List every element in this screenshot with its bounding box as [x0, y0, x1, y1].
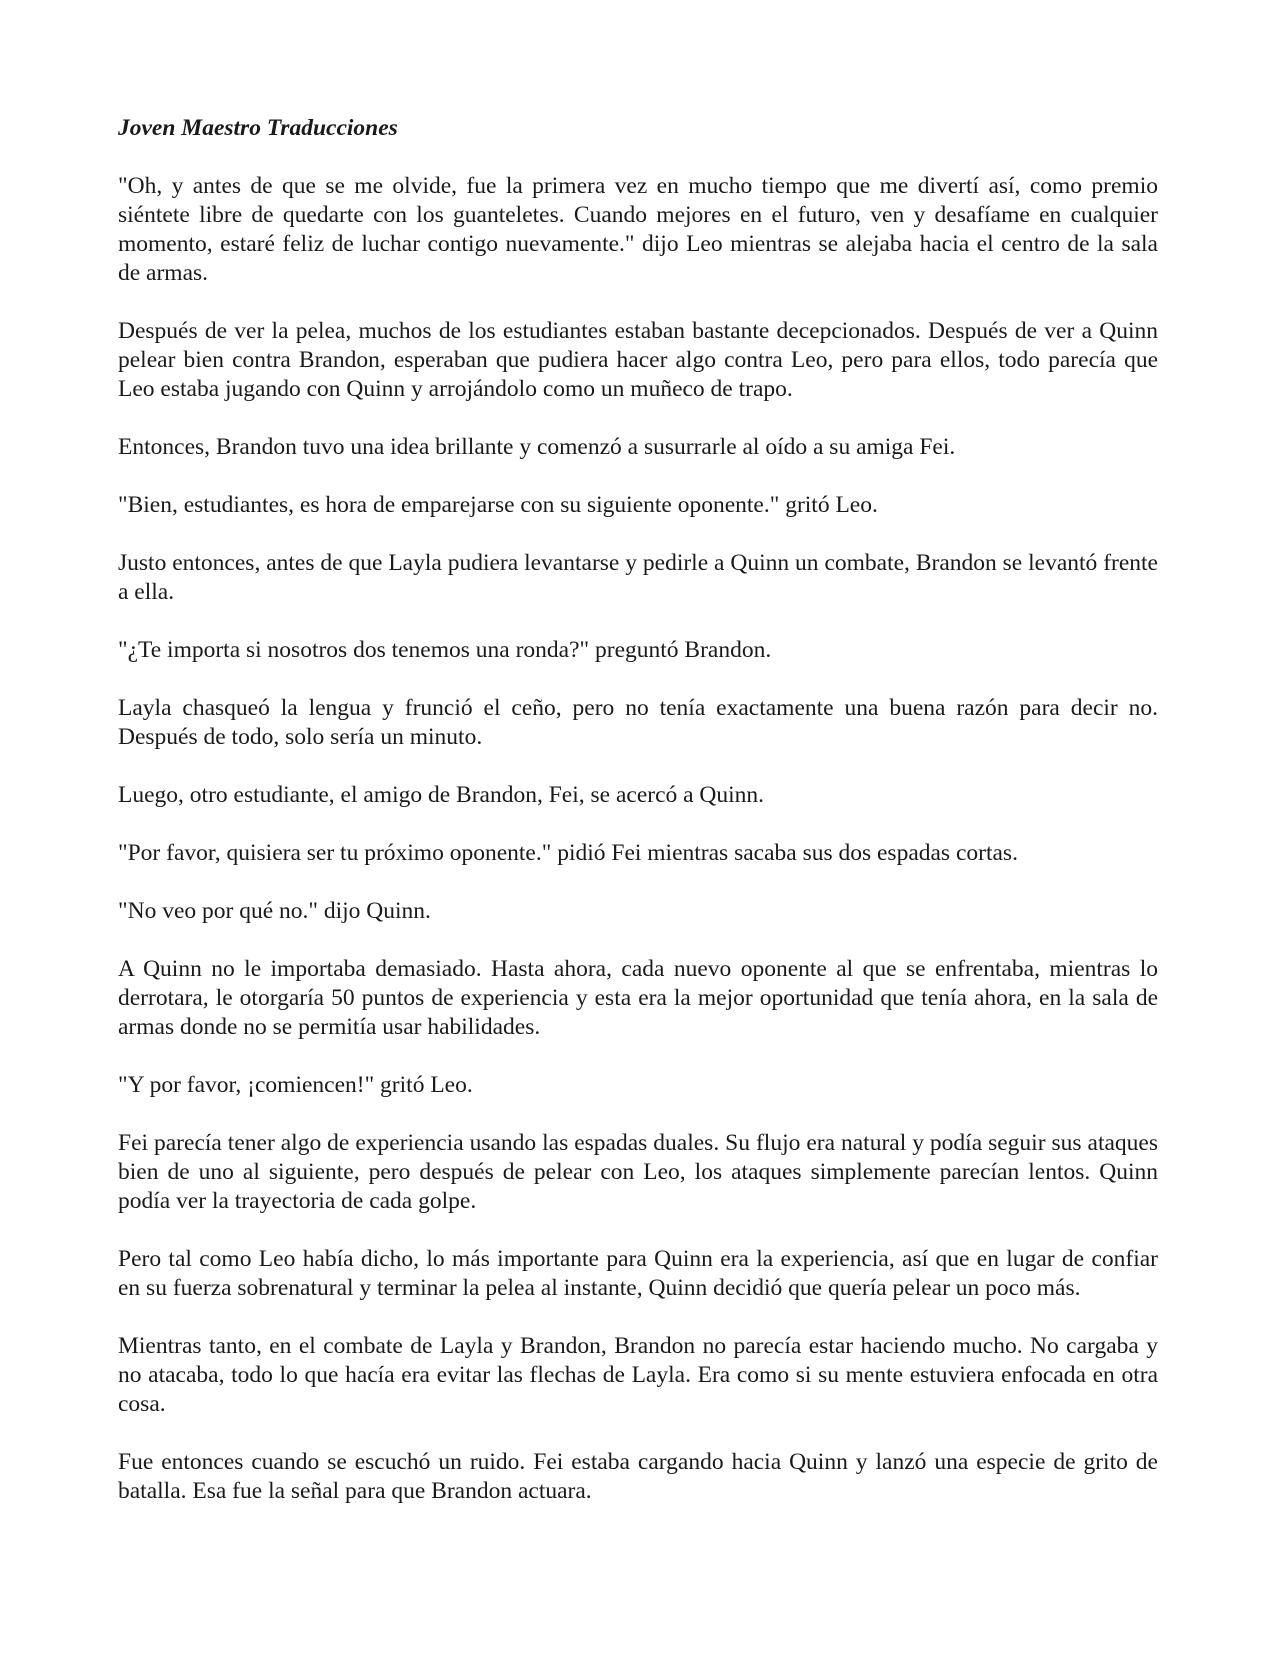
paragraph: Fei parecía tener algo de experiencia usando las espadas duales. Su flujo era natural y podía seguir sus ataques bien de uno al siguiente, pero después de pelear con Leo, los ataques simplemente parecían lentos. Quinn podía ver la trayectoria de cada golpe. — [118, 1130, 1158, 1214]
paragraph: Pero tal como Leo había dicho, lo más importante para Quinn era la experiencia, así que en lugar de confiar en su fuerza sobrenatural y terminar la pelea al instante, Quinn decidió que quería pelear un poco más. — [118, 1246, 1158, 1301]
paragraph: Entonces, Brandon tuvo una idea brillante y comenzó a susurrarle al oído a su amiga Fei. — [118, 434, 956, 460]
paragraph: Layla chasqueó la lengua y frunció el ceño, pero no tenía exactamente una buena razón para decir no. Después de todo, solo sería un minuto. — [118, 695, 1158, 750]
paragraph: "Oh, y antes de que se me olvide, fue la primera vez en mucho tiempo que me divertí así, como premio siéntete libre de quedarte con los guanteletes. Cuando mejores en el futuro, ven y desafíame en cualquier momento, estaré feliz de luchar contigo nuevamente." dijo Leo mientras se alejaba hacia el centro de la sala de armas. — [118, 173, 1158, 286]
paragraph: Después de ver la pelea, muchos de los estudiantes estaban bastante decepcionados. Después de ver a Quinn pelear bien contra Brandon, esperaban que pudiera hacer algo contra Leo, pero para ellos, todo parecía que Leo estaba jugando con Quinn y arrojándolo como un muñeco de trapo. — [118, 318, 1158, 402]
paragraph: "¿Te importa si nosotros dos tenemos una ronda?" preguntó Brandon. — [118, 637, 772, 663]
paragraph: Justo entonces, antes de que Layla pudiera levantarse y pedirle a Quinn un combate, Brandon se levantó frente a ella. — [118, 550, 1158, 605]
paragraph: Luego, otro estudiante, el amigo de Brandon, Fei, se acercó a Quinn. — [118, 782, 765, 808]
paragraph: Fue entonces cuando se escuchó un ruido. Fei estaba cargando hacia Quinn y lanzó una especie de grito de batalla. Esa fue la señal para que Brandon actuara. — [118, 1449, 1158, 1504]
document-page — [118, 114, 1158, 1535]
document-body — [118, 172, 1158, 1506]
document-header: Joven Maestro Traducciones — [118, 115, 398, 141]
paragraph: "No veo por qué no." dijo Quinn. — [118, 898, 431, 924]
paragraph: "Bien, estudiantes, es hora de emparejarse con su siguiente oponente." gritó Leo. — [118, 492, 878, 518]
paragraph: "Y por favor, ¡comiencen!" gritó Leo. — [118, 1072, 473, 1098]
paragraph: A Quinn no le importaba demasiado. Hasta ahora, cada nuevo oponente al que se enfrentaba, mientras lo derrotara, le otorgaría 50 puntos de experiencia y esta era la mejor oportunidad que tenía ahora, en la sala de armas donde no se permitía usar habilidades. — [118, 956, 1158, 1040]
paragraph: "Por favor, quisiera ser tu próximo oponente." pidió Fei mientras sacaba sus dos espadas cortas. — [118, 840, 1018, 866]
paragraph: Mientras tanto, en el combate de Layla y Brandon, Brandon no parecía estar haciendo mucho. No cargaba y no atacaba, todo lo que hacía era evitar las flechas de Layla. Era como si su mente estuviera enfocada en otra cosa. — [118, 1333, 1158, 1417]
